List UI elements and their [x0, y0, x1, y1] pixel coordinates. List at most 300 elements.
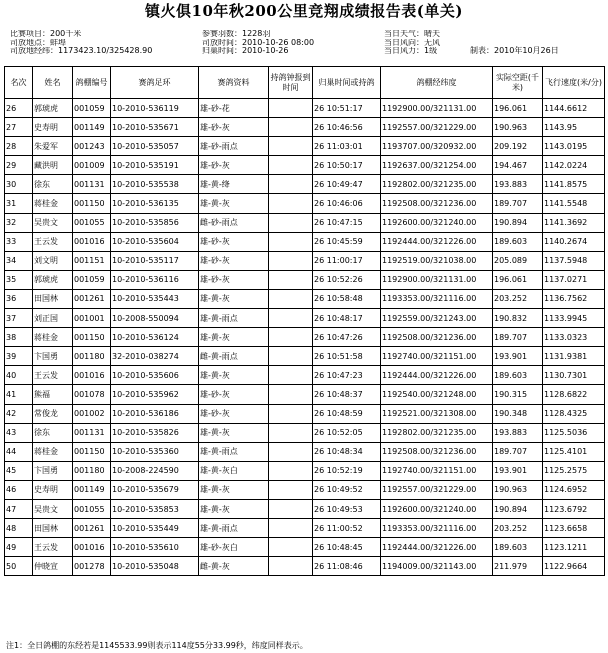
cell-distance: 189.603 — [493, 366, 543, 385]
cell-speed: 1123.6658 — [543, 519, 605, 538]
cell-rank: 30 — [5, 175, 33, 194]
cell-rank: 34 — [5, 251, 33, 270]
table-row — [5, 289, 605, 308]
cell-rank: 38 — [5, 328, 33, 347]
cell-speed: 1143.0195 — [543, 137, 605, 156]
cell-bird-info: 雄-黄-灰 — [199, 328, 269, 347]
cell-arrival-time: 26 10:52:26 — [313, 270, 381, 289]
cell-bird-info: 雄-砂-灰 — [199, 404, 269, 423]
cell-ring-number: 10-2010-535671 — [111, 118, 199, 137]
table-row — [5, 538, 605, 557]
cell-ring-number: 10-2010-535538 — [111, 175, 199, 194]
cell-ring-number: 10-2008-224590 — [111, 461, 199, 480]
cell-arrival-time: 26 11:00:17 — [313, 251, 381, 270]
cell-ring-number: 10-2010-535443 — [111, 289, 199, 308]
cell-distance: 196.061 — [493, 99, 543, 118]
cell-ring-number: 10-2010-535606 — [111, 366, 199, 385]
table-row — [5, 213, 605, 232]
cell-arrival-time: 26 10:48:45 — [313, 538, 381, 557]
cell-distance: 194.467 — [493, 156, 543, 175]
cell-clock-time — [269, 137, 313, 156]
cell-loft-coords: 1192802.00/321235.00 — [381, 175, 493, 194]
cell-loft-coords: 1192508.00/321236.00 — [381, 328, 493, 347]
cell-loft-id: 001278 — [73, 557, 111, 576]
cell-clock-time — [269, 423, 313, 442]
cell-bird-info: 雌-黄-雨点 — [199, 347, 269, 366]
cell-loft-id: 001131 — [73, 175, 111, 194]
cell-ring-number: 10-2010-535610 — [111, 538, 199, 557]
cell-rank: 32 — [5, 213, 33, 232]
cell-rank: 49 — [5, 538, 33, 557]
cell-distance: 190.963 — [493, 480, 543, 499]
cell-loft-coords: 1192508.00/321236.00 — [381, 442, 493, 461]
cell-loft-coords: 1192600.00/321240.00 — [381, 499, 493, 518]
cell-clock-time — [269, 175, 313, 194]
cell-speed: 1131.9381 — [543, 347, 605, 366]
cell-arrival-time: 26 10:46:56 — [313, 118, 381, 137]
meta-wind-direction: 当日风向：无风 — [384, 38, 440, 47]
meta-left-column — [10, 30, 152, 56]
cell-distance: 189.707 — [493, 328, 543, 347]
cell-ring-number: 10-2010-535679 — [111, 480, 199, 499]
cell-arrival-time: 26 11:08:46 — [313, 557, 381, 576]
cell-loft-id: 001016 — [73, 538, 111, 557]
cell-clock-time — [269, 156, 313, 175]
results-table — [4, 66, 605, 576]
cell-loft-id: 001150 — [73, 194, 111, 213]
cell-loft-id: 001059 — [73, 270, 111, 289]
cell-name: 吴贵文 — [33, 499, 73, 518]
cell-name: 田国林 — [33, 519, 73, 538]
cell-rank: 47 — [5, 499, 33, 518]
cell-bird-info: 雄-砂-灰白 — [199, 538, 269, 557]
cell-loft-id: 001261 — [73, 289, 111, 308]
cell-clock-time — [269, 289, 313, 308]
cell-name: 卞国勇 — [33, 347, 73, 366]
cell-loft-id: 001016 — [73, 366, 111, 385]
cell-arrival-time: 26 10:48:34 — [313, 442, 381, 461]
cell-name: 田国林 — [33, 289, 73, 308]
cell-speed: 1128.4325 — [543, 404, 605, 423]
cell-clock-time — [269, 309, 313, 328]
cell-clock-time — [269, 442, 313, 461]
table-row — [5, 461, 605, 480]
cell-rank: 43 — [5, 423, 33, 442]
cell-rank: 50 — [5, 557, 33, 576]
cell-ring-number: 10-2010-535360 — [111, 442, 199, 461]
cell-distance: 203.252 — [493, 289, 543, 308]
cell-clock-time — [269, 404, 313, 423]
cell-bird-info: 雄-黄-灰白 — [199, 461, 269, 480]
cell-ring-number: 10-2010-535191 — [111, 156, 199, 175]
cell-speed: 1122.9664 — [543, 557, 605, 576]
header-speed: 飞行速度(米/分) — [543, 67, 605, 99]
cell-arrival-time: 26 10:46:06 — [313, 194, 381, 213]
cell-arrival-time: 26 10:48:59 — [313, 404, 381, 423]
cell-loft-coords: 1192557.00/321229.00 — [381, 118, 493, 137]
table-row — [5, 175, 605, 194]
cell-speed: 1137.0271 — [543, 270, 605, 289]
cell-rank: 39 — [5, 347, 33, 366]
cell-clock-time — [269, 347, 313, 366]
cell-bird-info: 雄-砂-灰 — [199, 385, 269, 404]
cell-name: 史寿明 — [33, 480, 73, 499]
cell-rank: 41 — [5, 385, 33, 404]
cell-ring-number: 10-2010-535449 — [111, 519, 199, 538]
cell-loft-id: 001149 — [73, 118, 111, 137]
cell-distance: 193.883 — [493, 175, 543, 194]
cell-clock-time — [269, 270, 313, 289]
header-loft-id: 鸽棚编号 — [73, 67, 111, 99]
cell-loft-id: 001001 — [73, 309, 111, 328]
table-header-row — [5, 67, 605, 99]
cell-bird-info: 雌-砂-雨点 — [199, 213, 269, 232]
cell-rank: 42 — [5, 404, 33, 423]
table-row — [5, 118, 605, 137]
cell-clock-time — [269, 232, 313, 251]
cell-bird-info: 雄-砂-雨点 — [199, 137, 269, 156]
table-row — [5, 194, 605, 213]
cell-bird-info: 雄-砂-花 — [199, 99, 269, 118]
cell-loft-id: 001151 — [73, 251, 111, 270]
cell-name: 常俊龙 — [33, 404, 73, 423]
cell-name: 藏洪明 — [33, 156, 73, 175]
table-row — [5, 328, 605, 347]
cell-clock-time — [269, 251, 313, 270]
report-title: 镇火俱10年秋200公里竞翔成绩报告表(单关) — [145, 2, 463, 20]
cell-bird-info: 雄-黄-灰 — [199, 289, 269, 308]
cell-speed: 1133.9945 — [543, 309, 605, 328]
cell-speed: 1137.5948 — [543, 251, 605, 270]
cell-loft-id: 001055 — [73, 213, 111, 232]
meta-middle-column — [202, 30, 314, 56]
cell-speed: 1124.6952 — [543, 480, 605, 499]
cell-clock-time — [269, 557, 313, 576]
cell-ring-number: 10-2010-536135 — [111, 194, 199, 213]
cell-speed: 1133.0323 — [543, 328, 605, 347]
cell-loft-id: 001261 — [73, 519, 111, 538]
meta-return-time: 归巢时间：2010-10-26 — [202, 47, 289, 56]
cell-rank: 31 — [5, 194, 33, 213]
cell-rank: 36 — [5, 289, 33, 308]
cell-ring-number: 10-2010-535856 — [111, 213, 199, 232]
cell-speed: 1125.5036 — [543, 423, 605, 442]
cell-name: 王云发 — [33, 538, 73, 557]
cell-distance: 190.832 — [493, 309, 543, 328]
cell-distance: 193.901 — [493, 461, 543, 480]
cell-rank: 26 — [5, 99, 33, 118]
cell-loft-coords: 1192637.00/321254.00 — [381, 156, 493, 175]
cell-name: 王云发 — [33, 366, 73, 385]
cell-name: 徐东 — [33, 423, 73, 442]
cell-speed: 1144.6612 — [543, 99, 605, 118]
cell-clock-time — [269, 194, 313, 213]
cell-clock-time — [269, 538, 313, 557]
cell-speed: 1125.2575 — [543, 461, 605, 480]
cell-bird-info: 雄-黄-雨点 — [199, 442, 269, 461]
cell-clock-time — [269, 118, 313, 137]
cell-bird-info: 雄-黄-雨点 — [199, 309, 269, 328]
cell-arrival-time: 26 10:49:53 — [313, 499, 381, 518]
cell-distance: 193.883 — [493, 423, 543, 442]
cell-loft-id: 001009 — [73, 156, 111, 175]
header-rank: 名次 — [5, 67, 33, 99]
cell-ring-number: 32-2010-038274 — [111, 347, 199, 366]
table-row — [5, 404, 605, 423]
cell-loft-coords: 1192444.00/321226.00 — [381, 538, 493, 557]
cell-distance: 205.089 — [493, 251, 543, 270]
cell-distance: 190.963 — [493, 118, 543, 137]
cell-rank: 27 — [5, 118, 33, 137]
header-arrival-time: 归巢时间或持鸽 — [313, 67, 381, 99]
cell-bird-info: 雄-黄-灰 — [199, 366, 269, 385]
cell-arrival-time: 26 10:52:05 — [313, 423, 381, 442]
header-bird-info: 赛鸽资料 — [199, 67, 269, 99]
cell-arrival-time: 26 10:45:59 — [313, 232, 381, 251]
cell-distance: 211.979 — [493, 557, 543, 576]
cell-arrival-time: 26 11:00:52 — [313, 519, 381, 538]
cell-loft-coords: 1192740.00/321151.00 — [381, 347, 493, 366]
cell-loft-id: 001180 — [73, 461, 111, 480]
cell-loft-id: 001180 — [73, 347, 111, 366]
cell-loft-coords: 1192600.00/321240.00 — [381, 213, 493, 232]
cell-arrival-time: 26 10:47:15 — [313, 213, 381, 232]
cell-speed: 1141.3692 — [543, 213, 605, 232]
cell-distance: 196.061 — [493, 270, 543, 289]
table-body — [5, 99, 605, 576]
cell-loft-coords: 1192540.00/321248.00 — [381, 385, 493, 404]
cell-distance: 190.315 — [493, 385, 543, 404]
cell-loft-id: 001243 — [73, 137, 111, 156]
cell-rank: 29 — [5, 156, 33, 175]
header-name: 姓名 — [33, 67, 73, 99]
table-row — [5, 385, 605, 404]
cell-rank: 35 — [5, 270, 33, 289]
cell-loft-id: 001055 — [73, 499, 111, 518]
table-row — [5, 519, 605, 538]
table-row — [5, 423, 605, 442]
cell-loft-id: 001059 — [73, 99, 111, 118]
cell-clock-time — [269, 366, 313, 385]
cell-clock-time — [269, 480, 313, 499]
cell-rank: 45 — [5, 461, 33, 480]
cell-distance: 189.707 — [493, 442, 543, 461]
cell-arrival-time: 26 10:47:23 — [313, 366, 381, 385]
cell-speed: 1123.6792 — [543, 499, 605, 518]
table-row — [5, 309, 605, 328]
cell-distance: 190.894 — [493, 213, 543, 232]
cell-clock-time — [269, 328, 313, 347]
cell-clock-time — [269, 99, 313, 118]
cell-bird-info: 雄-砂-灰 — [199, 232, 269, 251]
cell-loft-coords: 1192900.00/321131.00 — [381, 270, 493, 289]
cell-arrival-time: 26 10:52:19 — [313, 461, 381, 480]
header-loft-coords: 鸽棚经纬度 — [381, 67, 493, 99]
cell-distance: 189.707 — [493, 194, 543, 213]
footnote: 注1：全日鸽棚的东经若是1145533.99则表示114度55分33.99秒，纬度同样表示。 — [6, 641, 308, 650]
cell-distance: 190.894 — [493, 499, 543, 518]
meta-made-date: 制表：2010年10月26日 — [470, 46, 559, 56]
cell-bird-info: 雄-黄-灰 — [199, 194, 269, 213]
cell-speed: 1141.5548 — [543, 194, 605, 213]
table-row — [5, 270, 605, 289]
cell-name: 徐东 — [33, 175, 73, 194]
cell-name: 蒋桂金 — [33, 328, 73, 347]
cell-bird-info: 雌-黄-灰 — [199, 557, 269, 576]
cell-ring-number: 10-2010-536119 — [111, 99, 199, 118]
report-meta — [0, 30, 608, 64]
cell-name: 卞国勇 — [33, 461, 73, 480]
cell-loft-coords: 1192557.00/321229.00 — [381, 480, 493, 499]
cell-arrival-time: 26 10:50:17 — [313, 156, 381, 175]
cell-bird-info: 雄-砂-灰 — [199, 118, 269, 137]
cell-speed: 1130.7301 — [543, 366, 605, 385]
cell-speed: 1128.6822 — [543, 385, 605, 404]
cell-arrival-time: 26 11:03:01 — [313, 137, 381, 156]
cell-bird-info: 雄-黄-绛 — [199, 175, 269, 194]
cell-arrival-time: 26 10:49:52 — [313, 480, 381, 499]
cell-rank: 33 — [5, 232, 33, 251]
meta-release-time: 司放时间：2010-10-26 08:00 — [202, 38, 315, 47]
meta-wind-force: 当日风力：1级 — [384, 47, 438, 56]
cell-name: 郭琥虎 — [33, 270, 73, 289]
cell-distance: 209.192 — [493, 137, 543, 156]
cell-rank: 46 — [5, 480, 33, 499]
cell-ring-number: 10-2010-535604 — [111, 232, 199, 251]
table-row — [5, 251, 605, 270]
cell-ring-number: 10-2008-550094 — [111, 309, 199, 328]
cell-name: 熊福 — [33, 385, 73, 404]
meta-release-place: 司放地点：蚌埠 — [10, 38, 66, 47]
cell-ring-number: 10-2010-535048 — [111, 557, 199, 576]
table-row — [5, 442, 605, 461]
cell-name: 史寿明 — [33, 118, 73, 137]
cell-rank: 40 — [5, 366, 33, 385]
cell-loft-id: 001150 — [73, 442, 111, 461]
cell-loft-id: 001149 — [73, 480, 111, 499]
cell-arrival-time: 26 10:51:58 — [313, 347, 381, 366]
cell-loft-coords: 1193353.00/321116.00 — [381, 289, 493, 308]
cell-bird-info: 雄-黄-灰 — [199, 423, 269, 442]
cell-loft-id: 001002 — [73, 404, 111, 423]
table-row — [5, 156, 605, 175]
header-clock-time: 持鸽钟报到时间 — [269, 67, 313, 99]
table-row — [5, 99, 605, 118]
cell-name: 蒋桂金 — [33, 194, 73, 213]
cell-rank: 37 — [5, 309, 33, 328]
cell-name: 吴贵文 — [33, 213, 73, 232]
table-row — [5, 480, 605, 499]
cell-arrival-time: 26 10:49:47 — [313, 175, 381, 194]
meta-entry-count: 参赛羽数：1228羽 — [202, 30, 271, 38]
cell-bird-info: 雄-黄-灰 — [199, 499, 269, 518]
cell-loft-coords: 1192521.00/321308.00 — [381, 404, 493, 423]
cell-name: 郭琥虎 — [33, 99, 73, 118]
cell-speed: 1142.0224 — [543, 156, 605, 175]
cell-rank: 28 — [5, 137, 33, 156]
cell-ring-number: 10-2010-536116 — [111, 270, 199, 289]
cell-clock-time — [269, 385, 313, 404]
cell-arrival-time: 26 10:47:26 — [313, 328, 381, 347]
meta-right-column — [384, 30, 440, 56]
cell-loft-coords: 1192444.00/321226.00 — [381, 366, 493, 385]
cell-arrival-time: 26 10:48:37 — [313, 385, 381, 404]
cell-rank: 44 — [5, 442, 33, 461]
cell-speed: 1136.7562 — [543, 289, 605, 308]
cell-rank: 48 — [5, 519, 33, 538]
cell-loft-coords: 1192444.00/321226.00 — [381, 232, 493, 251]
cell-distance: 193.901 — [493, 347, 543, 366]
cell-arrival-time: 26 10:51:17 — [313, 99, 381, 118]
cell-loft-coords: 1192559.00/321243.00 — [381, 309, 493, 328]
cell-arrival-time: 26 10:48:17 — [313, 309, 381, 328]
table-row — [5, 347, 605, 366]
cell-ring-number: 10-2010-535962 — [111, 385, 199, 404]
header-distance: 实际空距(千米) — [493, 67, 543, 99]
cell-bird-info: 雄-砂-灰 — [199, 270, 269, 289]
cell-speed: 1140.2674 — [543, 232, 605, 251]
cell-distance: 189.603 — [493, 232, 543, 251]
header-ring-number: 赛鸽足环 — [111, 67, 199, 99]
cell-loft-coords: 1194009.00/321143.00 — [381, 557, 493, 576]
cell-clock-time — [269, 461, 313, 480]
cell-clock-time — [269, 519, 313, 538]
cell-name: 仲晓宣 — [33, 557, 73, 576]
table-row — [5, 366, 605, 385]
cell-loft-id: 001150 — [73, 328, 111, 347]
table-row — [5, 137, 605, 156]
meta-weather: 当日天气：晴天 — [384, 30, 440, 38]
cell-distance: 203.252 — [493, 519, 543, 538]
table-row — [5, 499, 605, 518]
cell-bird-info: 雄-砂-灰 — [199, 251, 269, 270]
table-row — [5, 557, 605, 576]
cell-loft-coords: 1192802.00/321235.00 — [381, 423, 493, 442]
cell-speed: 1125.4101 — [543, 442, 605, 461]
cell-loft-id: 001016 — [73, 232, 111, 251]
cell-name: 蒋桂金 — [33, 442, 73, 461]
cell-bird-info: 雄-黄-雨点 — [199, 519, 269, 538]
cell-loft-id: 001131 — [73, 423, 111, 442]
cell-loft-coords: 1192519.00/321038.00 — [381, 251, 493, 270]
cell-name: 朱爱军 — [33, 137, 73, 156]
cell-clock-time — [269, 213, 313, 232]
cell-loft-coords: 1192900.00/321131.00 — [381, 99, 493, 118]
cell-loft-id: 001078 — [73, 385, 111, 404]
cell-ring-number: 10-2010-535117 — [111, 251, 199, 270]
cell-loft-coords: 1193353.00/321116.00 — [381, 519, 493, 538]
cell-distance: 189.603 — [493, 538, 543, 557]
cell-clock-time — [269, 499, 313, 518]
cell-loft-coords: 1192740.00/321151.00 — [381, 461, 493, 480]
cell-arrival-time: 26 10:58:48 — [313, 289, 381, 308]
cell-name: 刘正国 — [33, 309, 73, 328]
cell-speed: 1123.1211 — [543, 538, 605, 557]
table-row — [5, 232, 605, 251]
cell-bird-info: 雄-砂-灰 — [199, 156, 269, 175]
cell-distance: 190.348 — [493, 404, 543, 423]
cell-loft-coords: 1193707.00/320932.00 — [381, 137, 493, 156]
cell-ring-number: 10-2010-536124 — [111, 328, 199, 347]
meta-race-item: 比赛项目：200千米 — [10, 30, 82, 38]
cell-ring-number: 10-2010-535826 — [111, 423, 199, 442]
cell-bird-info: 雄-黄-灰 — [199, 480, 269, 499]
cell-ring-number: 10-2010-535057 — [111, 137, 199, 156]
cell-speed: 1141.8575 — [543, 175, 605, 194]
cell-name: 刘文明 — [33, 251, 73, 270]
cell-ring-number: 10-2010-536186 — [111, 404, 199, 423]
cell-speed: 1143.95 — [543, 118, 605, 137]
